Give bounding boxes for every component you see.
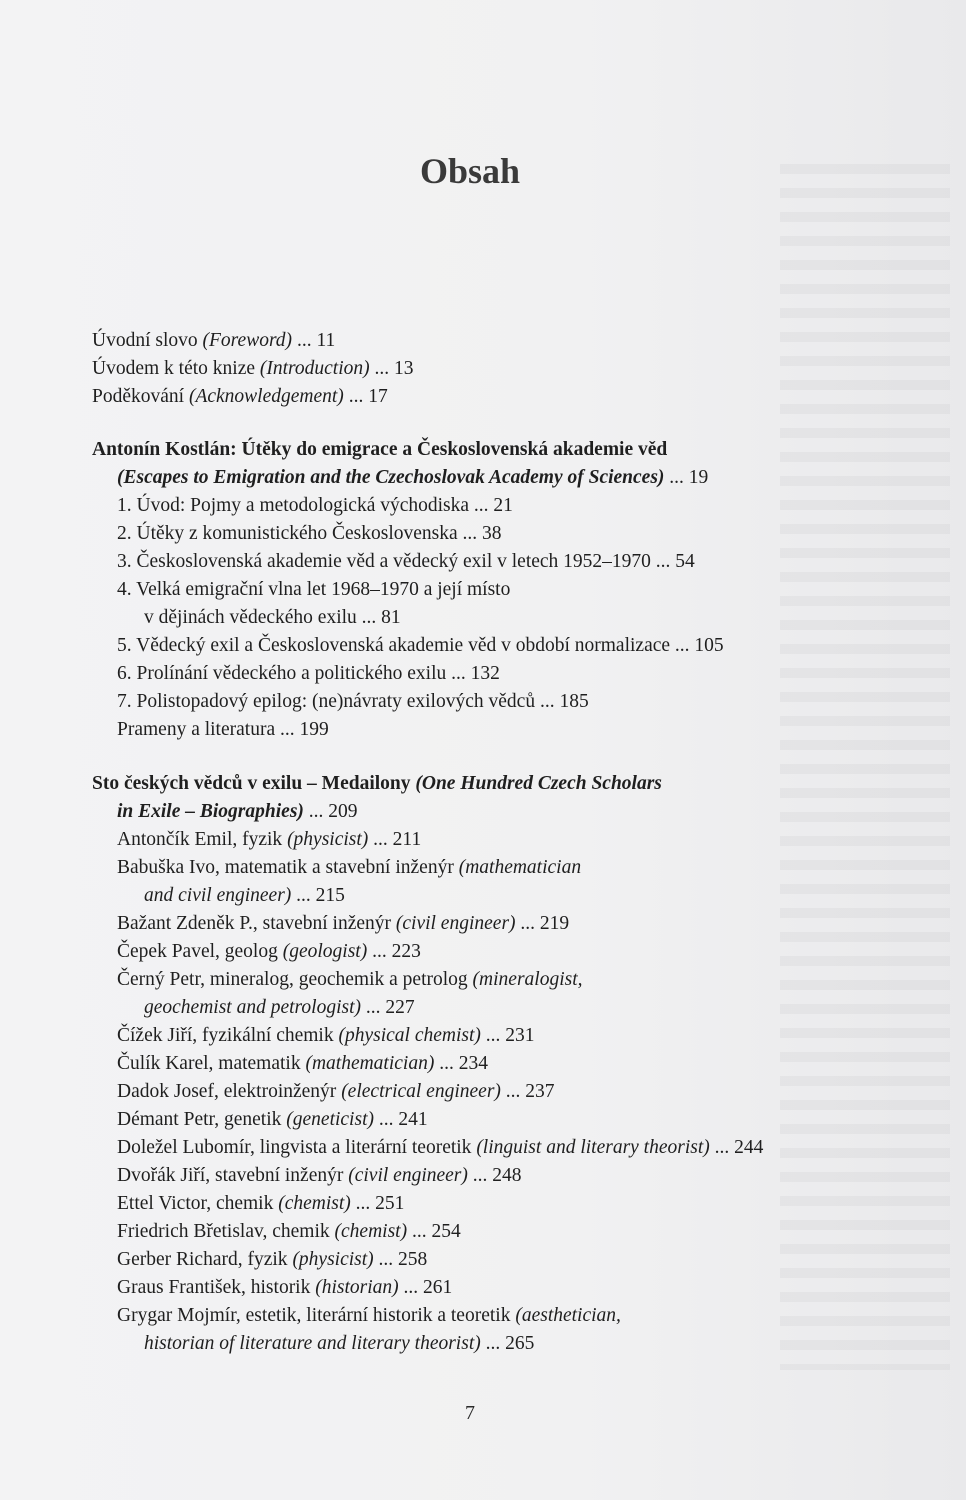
part2-heading-english: (One Hundred Czech Scholars (415, 773, 662, 794)
chapter-item: Prameny a literatura ... 199 (117, 719, 329, 740)
chapter-item: 3. Československá akademie věd a vědecký exil v letech 1952–1970 ... 54 (117, 551, 695, 572)
entry-name: Graus František, historik (117, 1277, 316, 1298)
biography-entry (92, 1106, 952, 1134)
entry-name: Ettel Victor, chemik (117, 1193, 279, 1214)
table-of-contents (92, 327, 952, 1358)
page-title: Obsah (419, 151, 521, 191)
chapter-item: 6. Prolínání vědeckého a politického exilu ... 132 (117, 663, 500, 684)
entry-english: (electrical engineer) (341, 1081, 501, 1102)
entry-page: ... 241 (373, 1109, 428, 1130)
entry-czech: Úvodní slovo (92, 330, 203, 351)
entry-page: ... 11 (292, 330, 336, 351)
part1-chapter-list (92, 492, 952, 744)
entry-english: (aesthetician, (515, 1305, 621, 1326)
biography-entry (92, 1022, 952, 1050)
entry-english: (chemist) (334, 1221, 408, 1242)
front-matter-item (92, 383, 952, 411)
entry-name: Doležel Lubomír, lingvista a literární teoretik (117, 1137, 477, 1158)
biography-entry (92, 826, 952, 854)
part2-heading-continued (92, 798, 952, 826)
part2-heading-czech: Sto českých vědců v exilu – Medailony (92, 773, 416, 794)
entry-page: ... 13 (369, 358, 414, 379)
chapter-item: 4. Velká emigrační vlna let 1968–1970 a její místo (117, 579, 511, 600)
entry-page: ... 223 (367, 941, 421, 962)
biography-entry (92, 1218, 952, 1246)
biography-entry (92, 1050, 952, 1078)
entry-czech: Poděkování (92, 386, 189, 407)
entry-name: Babuška Ivo, matematik a stavební inženýr (117, 857, 459, 878)
entry-page: ... 215 (291, 885, 345, 906)
entry-english: (mathematician (458, 857, 582, 878)
entry-name: Grygar Mojmír, estetik, literární historik a teoretik (117, 1305, 516, 1326)
entry-english: and civil engineer) (144, 885, 292, 906)
part2-entry-list (92, 826, 952, 1358)
entry-name: Čulík Karel, matematik (117, 1053, 306, 1074)
entry-english: (linguist and literary theorist) (476, 1137, 710, 1158)
entry-english: (chemist) (278, 1193, 351, 1214)
entry-english: (civil engineer) (348, 1165, 468, 1186)
entry-english: (Foreword) (202, 330, 293, 351)
entry-page: ... 254 (407, 1221, 461, 1242)
entry-english: (mineralogist, (472, 969, 583, 990)
part1-heading: Antonín Kostlán: Útěky do emigrace a Československá akademie věd (92, 439, 668, 460)
entry-page: ... 251 (350, 1193, 405, 1214)
entry-english: (historian) (315, 1277, 399, 1298)
biography-entry (92, 910, 952, 938)
part2-heading-english-2: in Exile – Biographies) (117, 801, 304, 822)
entry-page: ... 258 (373, 1249, 428, 1270)
biography-entry (92, 1274, 952, 1302)
chapter-item: v dějinách vědeckého exilu ... 81 (144, 607, 401, 628)
entry-name: Antončík Emil, fyzik (117, 829, 288, 850)
entry-name: Gerber Richard, fyzik (117, 1249, 293, 1270)
entry-page: ... 248 (467, 1165, 522, 1186)
biography-entry (92, 1134, 952, 1162)
biography-entry (92, 1302, 952, 1330)
entry-name: Friedrich Břetislav, chemik (117, 1221, 335, 1242)
biography-entry (92, 1246, 952, 1274)
entry-name: Bažant Zdeněk P., stavební inženýr (117, 913, 396, 934)
entry-page: ... 265 (480, 1333, 535, 1354)
entry-english: historian of literature and literary theorist) (144, 1333, 481, 1354)
biography-entry (92, 966, 952, 994)
entry-name: Čížek Jiří, fyzikální chemik (117, 1025, 339, 1046)
part2-heading-page: ... 209 (303, 801, 358, 822)
entry-page: ... 237 (500, 1081, 555, 1102)
entry-english: (geneticist) (286, 1109, 374, 1130)
entry-name: Démant Petr, genetik (117, 1109, 287, 1130)
entry-english: (geologist) (282, 941, 368, 962)
part1-subheading-page: ... 19 (669, 467, 709, 488)
part1-subheading-english: (Escapes to Emigration and the Czechoslovak Academy of Sciences) (117, 467, 665, 488)
chapter-item: 2. Útěky z komunistického Československa ... 38 (117, 523, 502, 544)
entry-page: ... 231 (480, 1025, 535, 1046)
entry-page: ... 219 (515, 913, 570, 934)
entry-english: (physicist) (292, 1249, 374, 1270)
entry-name: Černý Petr, mineralog, geochemik a petrolog (117, 969, 473, 990)
entry-name: Dadok Josef, elektroinženýr (117, 1081, 342, 1102)
entry-english: (Acknowledgement) (188, 386, 344, 407)
entry-page: ... 261 (398, 1277, 453, 1298)
front-matter-list (92, 327, 952, 411)
entry-name: Čepek Pavel, geolog (117, 941, 283, 962)
biography-entry (92, 854, 952, 882)
chapter-item: 5. Vědecký exil a Československá akademie věd v období normalizace ... 105 (117, 635, 724, 656)
biography-entry (92, 1162, 952, 1190)
entry-english: (civil engineer) (395, 913, 516, 934)
entry-english: (Introduction) (259, 358, 370, 379)
biography-entry (92, 1078, 952, 1106)
biography-entry (92, 938, 952, 966)
front-matter-item (92, 355, 952, 383)
entry-page: ... 244 (709, 1137, 764, 1158)
front-matter-item (92, 327, 952, 355)
biography-entry-continued (92, 1330, 952, 1358)
biography-entry-continued (92, 882, 952, 910)
entry-page: ... 211 (368, 829, 422, 850)
entry-name: Dvořák Jiří, stavební inženýr (117, 1165, 349, 1186)
entry-page: ... 234 (434, 1053, 488, 1074)
entry-english: (physicist) (287, 829, 369, 850)
entry-czech: Úvodem k této knize (92, 358, 260, 379)
part2-heading (92, 770, 952, 798)
biography-entry (92, 1190, 952, 1218)
entry-english: (mathematician) (305, 1053, 435, 1074)
entry-english: geochemist and petrologist) (144, 997, 361, 1018)
entry-page: ... 227 (361, 997, 415, 1018)
part1-subheading (92, 464, 952, 492)
page-number: 7 (465, 1402, 475, 1424)
entry-english: (physical chemist) (338, 1025, 481, 1046)
entry-page: ... 17 (343, 386, 388, 407)
biography-entry-continued (92, 994, 952, 1022)
chapter-item: 7. Polistopadový epilog: (ne)návraty exilových vědců ... 185 (117, 691, 589, 712)
chapter-item: 1. Úvod: Pojmy a metodologická východiska ... 21 (117, 495, 513, 516)
